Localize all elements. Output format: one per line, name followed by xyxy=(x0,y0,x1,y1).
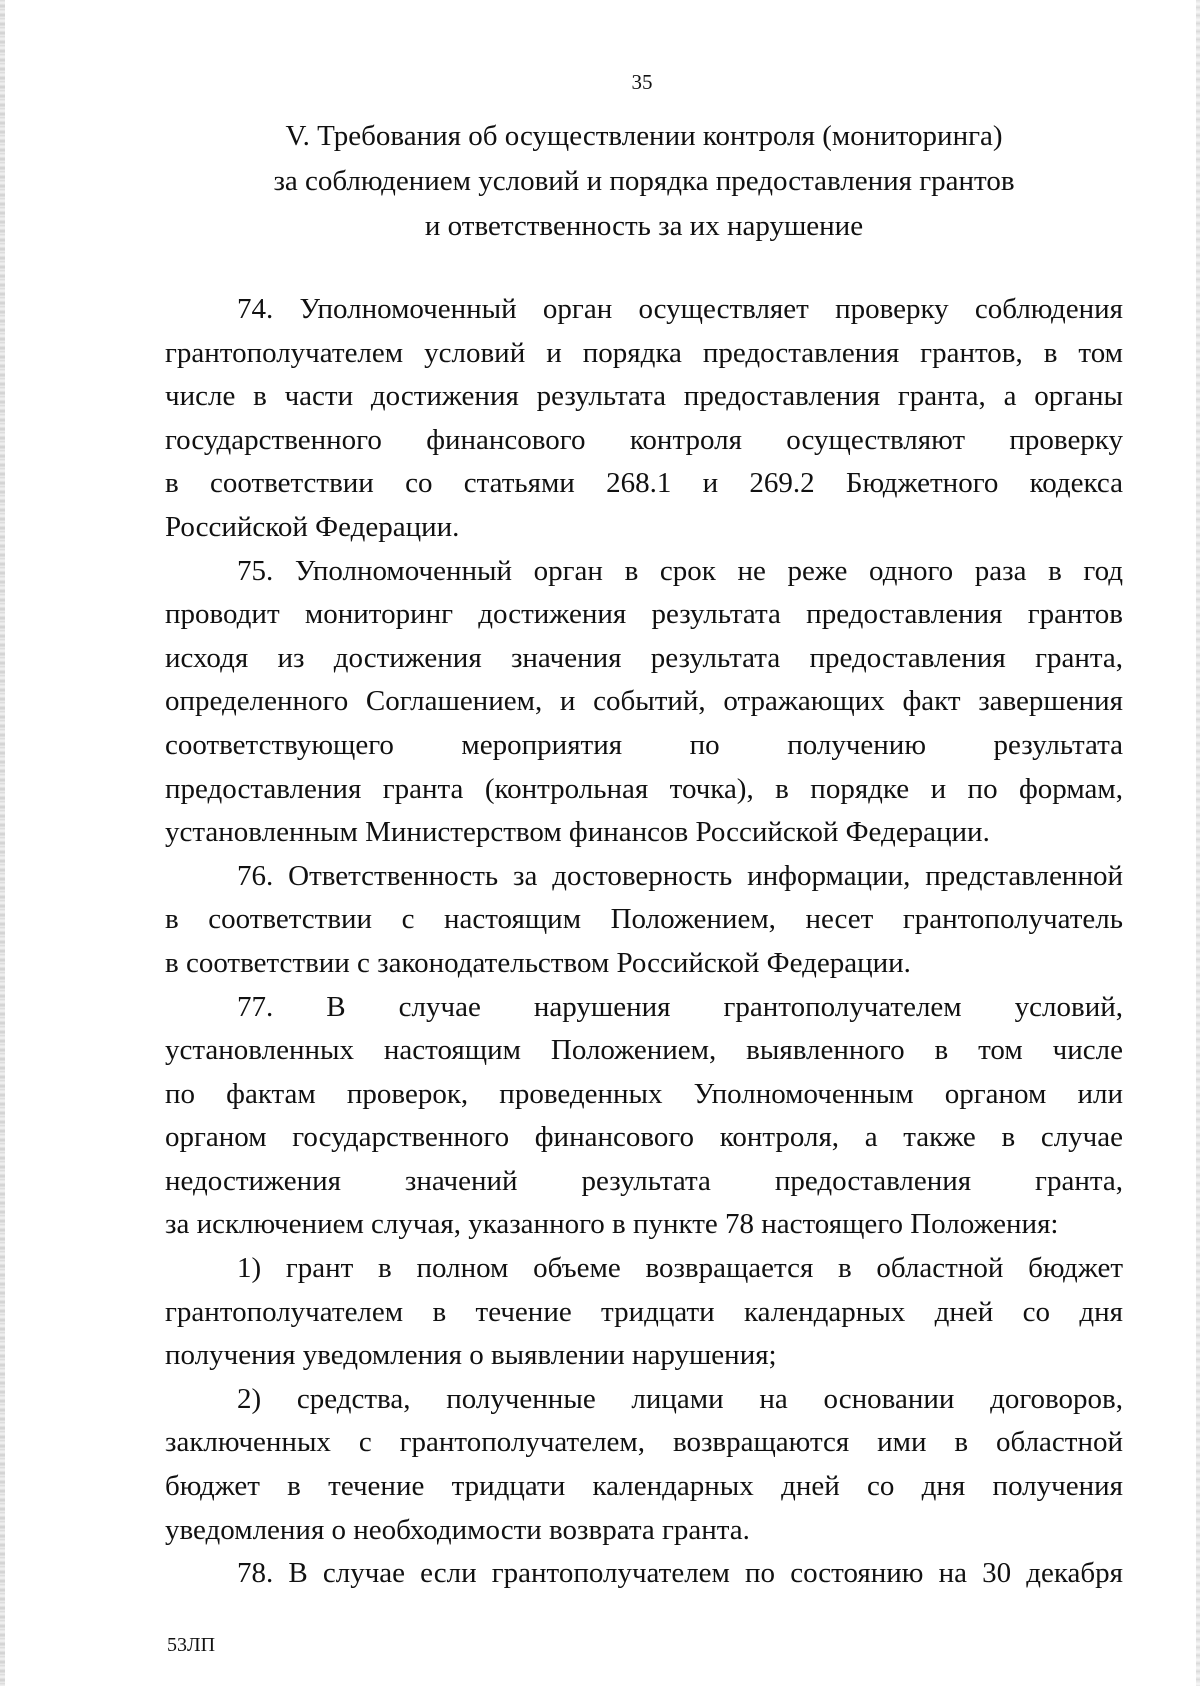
text-line: 75. Уполномоченный орган в срок не реже одного раза в год xyxy=(237,554,1123,587)
text-line: исходя из достижения значения результата предоставления гранта, xyxy=(165,641,1123,674)
page-number: 35 xyxy=(631,70,653,94)
text-line: определенного Соглашением, и событий, отражающих факт завершения xyxy=(165,685,1123,718)
text-line: органом государственного финансового контроля, а также в случае xyxy=(165,1121,1123,1154)
text-line: по фактам проверок, проведенных Уполномоченным органом или xyxy=(165,1077,1123,1110)
text-line: получения уведомления о выявлении нарушения; xyxy=(165,1339,777,1372)
document-body xyxy=(165,288,1123,1596)
text-line: Российской Федерации. xyxy=(165,510,460,543)
text-line: установленным Министерством финансов Российской Федерации. xyxy=(165,816,990,849)
text-line: недостижения значений результата предоставления гранта, xyxy=(165,1164,1123,1197)
text-line: установленных настоящим Положением, выявленного в том числе xyxy=(165,1034,1123,1067)
document-code: 53ЛП xyxy=(167,1634,216,1656)
text-line: 77. В случае нарушения грантополучателем условий, xyxy=(237,990,1123,1023)
text-line: числе в части достижения результата предоставления гранта, а органы xyxy=(165,380,1123,413)
text-line: предоставления гранта (контрольная точка), в порядке и по формам, xyxy=(165,772,1123,805)
heading-line: за соблюдением условий и порядка предоставления грантов xyxy=(273,165,1015,197)
text-line: грантополучателем условий и порядка предоставления грантов, в том xyxy=(165,336,1123,369)
text-line: бюджет в течение тридцати календарных дней со дня получения xyxy=(165,1470,1123,1503)
text-line: государственного финансового контроля осуществляют проверку xyxy=(165,423,1123,456)
paragraph-p78 xyxy=(165,1552,1123,1596)
paragraph-p75 xyxy=(165,550,1123,855)
text-line: 78. В случае если грантополучателем по состоянию на 30 декабря xyxy=(237,1557,1123,1590)
heading-line: и ответственность за их нарушение xyxy=(424,210,864,242)
scan-edge-left xyxy=(0,0,5,1686)
section-heading xyxy=(165,114,1123,249)
text-line: 1) грант в полном объеме возвращается в областной бюджет xyxy=(237,1252,1123,1285)
text-line: за исключением случая, указанного в пункте 78 настоящего Положения: xyxy=(165,1208,1059,1241)
text-line: в соответствии с настоящим Положением, несет грантополучатель xyxy=(165,903,1123,936)
text-line: в соответствии со статьями 268.1 и 269.2 Бюджетного кодекса xyxy=(165,467,1123,500)
text-line: проводит мониторинг достижения результата предоставления грантов xyxy=(165,598,1123,631)
text-line: в соответствии с законодательством Российской Федерации. xyxy=(165,946,911,979)
text-line: уведомления о необходимости возврата гранта. xyxy=(165,1513,750,1546)
text-line: 74. Уполномоченный орган осуществляет проверку соблюдения xyxy=(237,293,1123,325)
text-line: соответствующего мероприятия по получению результата xyxy=(165,728,1123,761)
paragraph-p77-1 xyxy=(165,1247,1123,1378)
text-line: 2) средства, полученные лицами на основании договоров, xyxy=(237,1382,1123,1415)
paragraph-p77 xyxy=(165,986,1123,1248)
paragraph-p77-2 xyxy=(165,1378,1123,1552)
paragraph-p74 xyxy=(165,288,1123,550)
heading-line: V. Требования об осуществлении контроля (мониторинга) xyxy=(285,120,1003,152)
paragraph-p76 xyxy=(165,855,1123,986)
text-line: заключенных с грантополучателем, возвращаются ими в областной xyxy=(165,1426,1123,1459)
text-line: 76. Ответственность за достоверность информации, представленной xyxy=(237,859,1123,892)
scan-edge-right xyxy=(1196,0,1200,1686)
text-line: грантополучателем в течение тридцати календарных дней со дня xyxy=(165,1295,1123,1328)
